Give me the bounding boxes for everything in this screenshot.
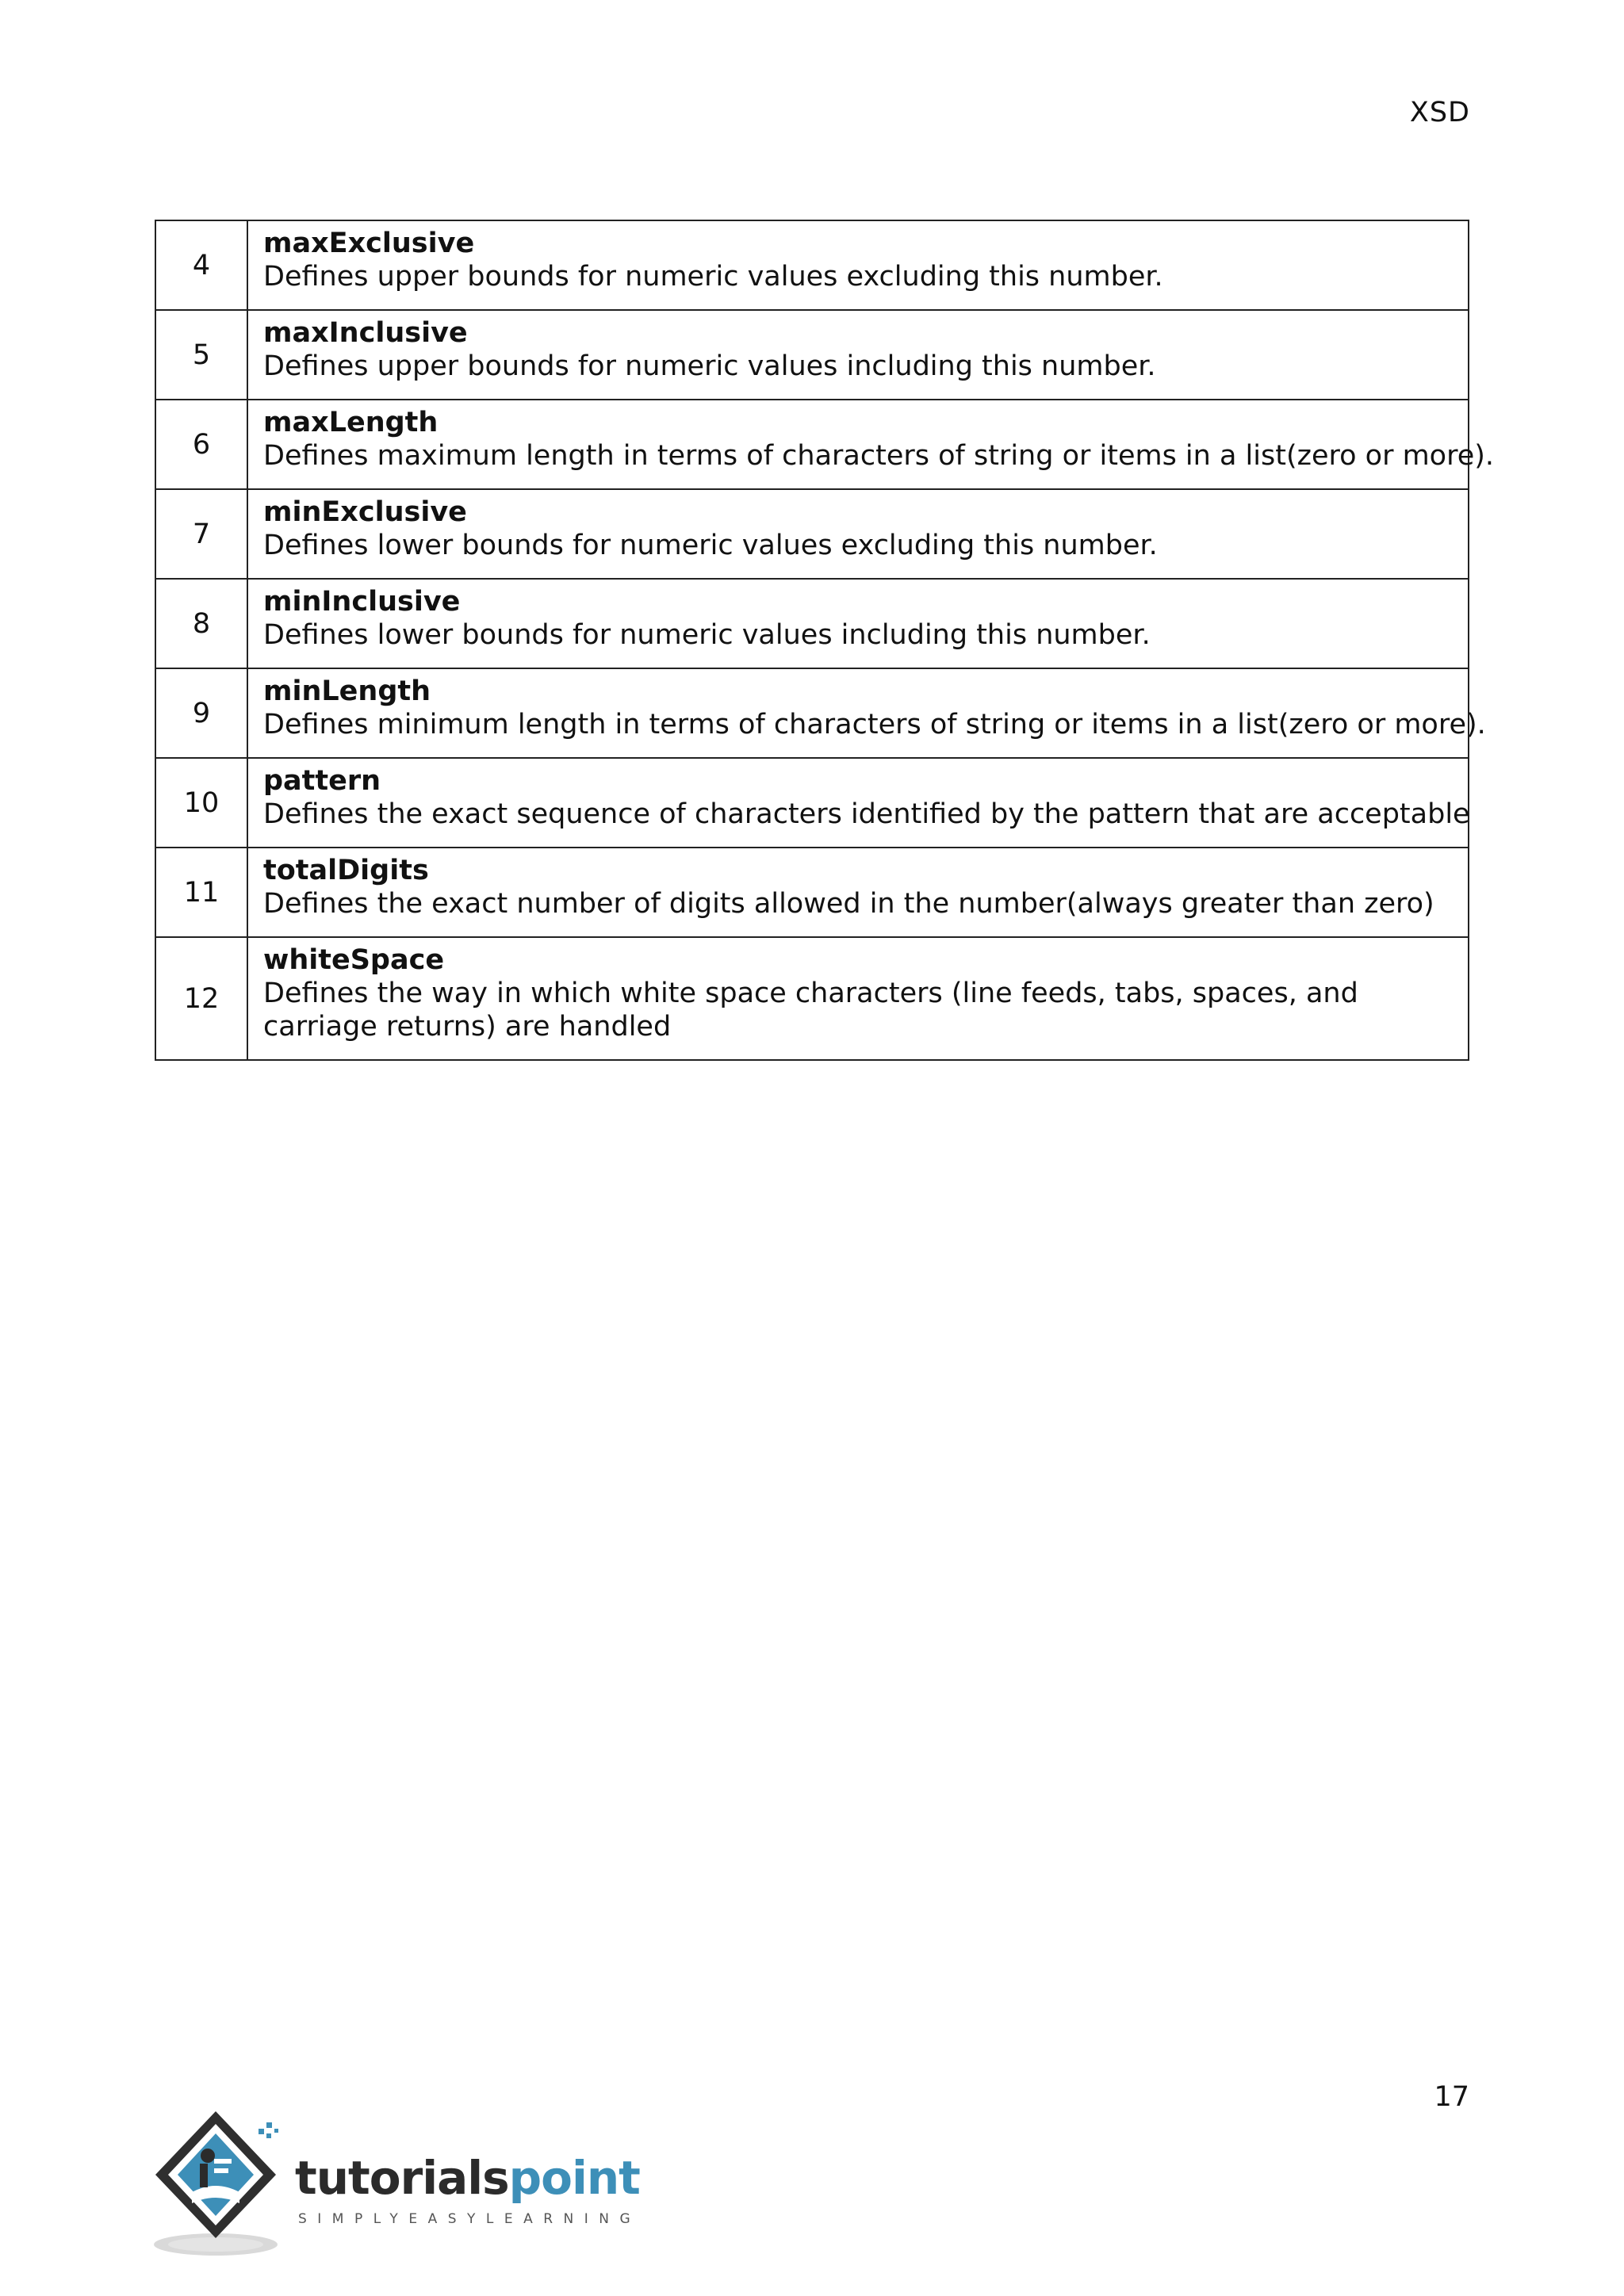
facet-name: totalDigits [263,854,429,886]
row-description-cell [247,668,1486,758]
logo-word-point: point [508,2151,640,2205]
row-description-cell [247,579,1469,668]
table-row [155,668,1469,758]
row-number: 8 [155,579,247,668]
facets-table [155,220,1495,1061]
facet-name: pattern [263,764,381,797]
tutorialspoint-logo [151,2105,674,2263]
table-row [155,579,1469,668]
table-row [155,220,1469,310]
facet-description: Defines the exact number of digits allowed in the number(always greater than zero) [263,887,1434,920]
facet-description: Defines maximum length in terms of characters of string or items in a list(zero or more). [263,439,1495,472]
row-description-cell [247,220,1469,310]
row-description-cell [247,937,1469,1060]
page-number: 17 [1434,2081,1469,2113]
row-description-cell [247,489,1469,579]
row-number: 12 [155,937,247,1060]
row-description-cell [247,758,1469,848]
facet-name: maxInclusive [263,316,468,349]
table-row [155,758,1469,848]
table-row [155,937,1469,1060]
table-row [155,848,1469,937]
facet-description: Defines the way in which white space characters (line feeds, tabs, spaces, and carriage returns) are handled [263,977,1358,1043]
row-number: 4 [155,220,247,310]
row-description-cell [247,848,1469,937]
facet-description: Defines upper bounds for numeric values including this number. [263,350,1156,382]
facet-description: Defines the exact sequence of characters identified by the pattern that are acceptable [263,798,1470,830]
logo-tagline: SIMPLYEASYLEARNING [298,2211,642,2227]
table-row [155,489,1469,579]
facet-name: minInclusive [263,585,461,618]
row-number: 7 [155,489,247,579]
facet-name: maxExclusive [263,227,475,259]
row-description-cell [247,310,1469,400]
table-row [155,400,1469,489]
logo-emblem-icon [151,2105,301,2263]
logo-wordmark [295,2151,640,2205]
row-number: 5 [155,310,247,400]
facet-description: Defines lower bounds for numeric values excluding this number. [263,529,1158,561]
facet-name: maxLength [263,406,439,438]
facet-name: whiteSpace [263,943,445,976]
facet-name: minExclusive [263,496,467,528]
header-title: XSD [1409,97,1470,128]
row-description-cell [247,400,1495,489]
facet-description: Defines minimum length in terms of characters of string or items in a list(zero or more). [263,708,1486,740]
facet-description: Defines lower bounds for numeric values including this number. [263,618,1151,651]
logo-word-tutorials: tutorials [295,2151,509,2205]
row-number: 9 [155,668,247,758]
row-number: 10 [155,758,247,848]
facet-name: minLength [263,675,431,707]
facet-description: Defines upper bounds for numeric values excluding this number. [263,260,1163,293]
row-number: 6 [155,400,247,489]
table-row [155,310,1469,400]
row-number: 11 [155,848,247,937]
